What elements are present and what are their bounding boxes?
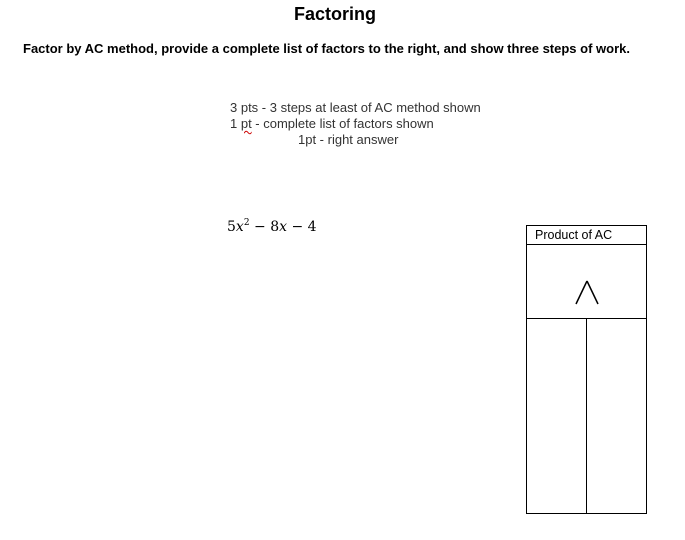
- term-c: − 4: [287, 219, 317, 235]
- ac-factor-table: [526, 225, 647, 514]
- rubric-line-steps: 3 pts - 3 steps at least of AC method shown: [230, 100, 481, 115]
- ac-table-header: Product of AC: [527, 226, 646, 245]
- factor-column-right[interactable]: [587, 319, 646, 513]
- spellcheck-flagged-word[interactable]: pt: [240, 116, 252, 131]
- upside-down-v-split-icon: [574, 280, 600, 306]
- rubric-line-factors: [200, 116, 520, 132]
- exponent: 2: [243, 218, 250, 228]
- coefficient-a: 5: [227, 219, 236, 235]
- rubric-line-factors-suffix: - complete list of factors shown: [251, 116, 434, 131]
- instructions-text: Factor by AC method, provide a complete list of factors to the right, and show three steps of work.: [23, 41, 630, 56]
- variable-x-squared: x: [235, 219, 244, 235]
- term-b: − 8: [249, 219, 280, 235]
- grading-rubric: [200, 100, 520, 148]
- ac-product-cell[interactable]: [527, 246, 646, 319]
- rubric-line-answer: 1pt - right answer: [298, 132, 399, 147]
- page-title: Factoring: [293, 4, 376, 24]
- factor-column-left[interactable]: [527, 319, 586, 513]
- variable-x: x: [279, 219, 288, 235]
- polynomial-expression[interactable]: [227, 218, 317, 235]
- rubric-line-factors-prefix: 1: [230, 116, 241, 131]
